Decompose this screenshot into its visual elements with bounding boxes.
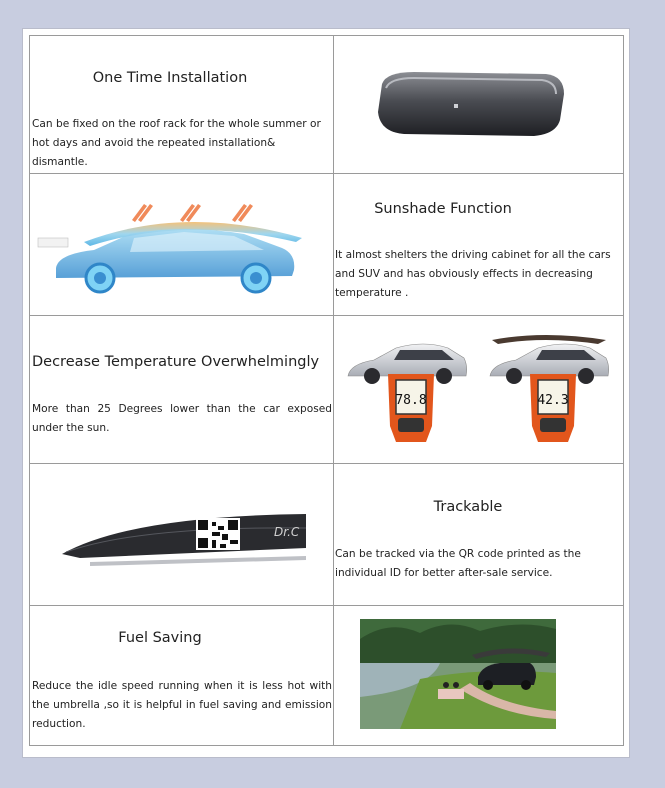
- trackable-description: Can be tracked via the QR code printed as the individual ID for better after-sale service.: [335, 548, 581, 579]
- installation-text-cell: [30, 36, 334, 174]
- fuel-text-cell: [30, 606, 334, 746]
- fuel-image-cell: [334, 606, 624, 746]
- trackable-image-cell: [30, 464, 334, 606]
- feature-row-temperature: [30, 316, 624, 464]
- umbrella-qr-image: [60, 504, 306, 568]
- thermometer-left: [388, 374, 434, 442]
- brand-logo-text: Dr.C: [274, 525, 300, 539]
- temperature-image-cell: [334, 316, 624, 464]
- left-gauge-reading: 78.8: [395, 393, 427, 408]
- feature-row-sunshade: [30, 174, 624, 316]
- heat-arrows: [132, 204, 253, 222]
- trackable-text-cell: [334, 464, 624, 606]
- installation-title: One Time Installation: [92, 70, 248, 86]
- temperature-comparison-image: [344, 334, 610, 448]
- sunshade-car-image: [34, 198, 318, 296]
- temperature-text-cell: [30, 316, 334, 464]
- installation-image-cell: [334, 36, 624, 174]
- sunshade-image-cell: [30, 174, 334, 316]
- trackable-title: Trackable: [433, 499, 503, 515]
- installation-description: Can be fixed on the roof rack for the whole summer or hot days and avoid the repeated installation& dismantle.: [32, 118, 321, 168]
- picnic-scene-image: [360, 619, 556, 729]
- fuel-description: Reduce the idle speed running when it is less hot with the umbrella ,so it is helpful in fuel saving and emission reduction.: [32, 680, 332, 730]
- fuel-title: Fuel Saving: [118, 630, 202, 646]
- feature-sheet: [22, 28, 630, 758]
- temperature-title: Decrease Temperature Overwhelmingly: [32, 354, 320, 370]
- sunshade-title: Sunshade Function: [374, 201, 512, 217]
- feature-table: [29, 35, 624, 746]
- roof-box-image: [374, 68, 570, 140]
- feature-row-trackable: [30, 464, 624, 606]
- feature-row-installation: [30, 36, 624, 174]
- sunshade-text-cell: [334, 174, 624, 316]
- right-gauge-reading: 42.3: [537, 393, 569, 408]
- thermometer-right: [530, 374, 576, 442]
- qr-code-icon: [196, 518, 240, 550]
- sunshade-description: It almost shelters the driving cabinet for all the cars and SUV and has obviously effects in decreasing temperature .: [335, 249, 611, 299]
- feature-row-fuel: [30, 606, 624, 746]
- temperature-description: More than 25 Degrees lower than the car exposed under the sun.: [32, 403, 332, 434]
